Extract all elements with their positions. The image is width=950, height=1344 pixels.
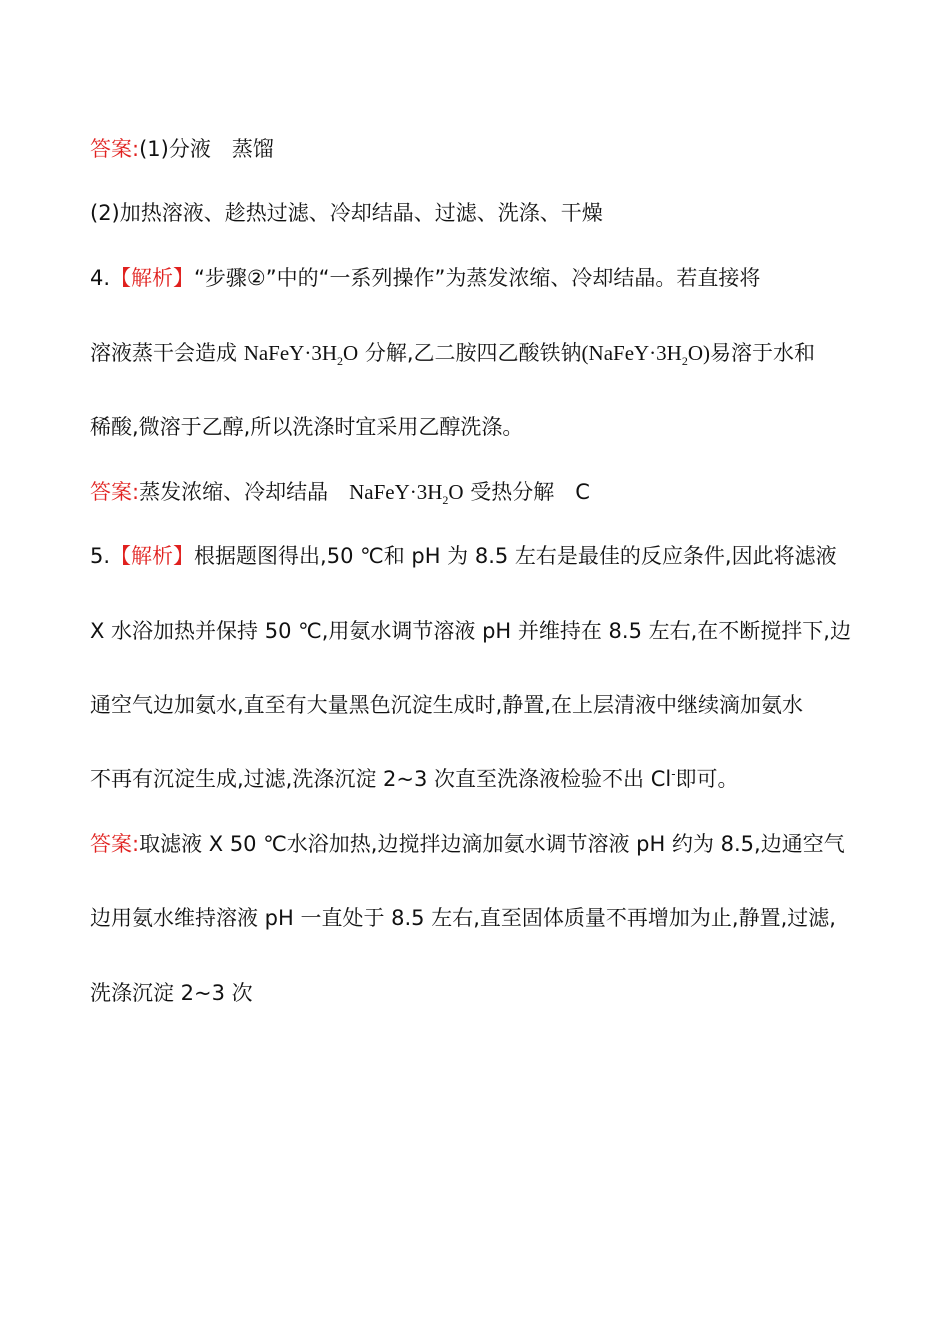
analysis-tag: 【解析】 bbox=[110, 544, 195, 568]
analysis-text: 稀酸,微溶于乙醇,所以洗涤时宜采用乙醇洗涤。 bbox=[90, 415, 524, 439]
q5-analysis-line-3 bbox=[90, 690, 865, 720]
analysis-text: 溶液蒸干会造成 bbox=[90, 341, 244, 365]
answer-line-q3-2 bbox=[90, 198, 865, 228]
analysis-text: 易溶于水和 bbox=[710, 341, 816, 365]
chem-formula: $(NaFeY\cdot 3H_2O)$ bbox=[581, 341, 711, 369]
answer-text: 蒸发浓缩、冷却结晶 bbox=[139, 480, 350, 504]
superscript: - bbox=[671, 767, 676, 781]
analysis-tag: 【解析】 bbox=[110, 266, 195, 290]
q5-analysis-line-2 bbox=[90, 616, 865, 646]
answer-label: 答案: bbox=[90, 480, 140, 504]
answer-text: (1)分液 蒸馏 bbox=[139, 137, 274, 161]
q5-answer-line-3 bbox=[90, 978, 865, 1008]
q4-analysis-line-3 bbox=[90, 412, 865, 442]
answer-text: 边用氨水维持溶液 pH 一直处于 8.5 左右,直至固体质量不再增加为止,静置,过滤, bbox=[90, 906, 836, 930]
answer-text: (2)加热溶液、趁热过滤、冷却结晶、过滤、洗涤、干燥 bbox=[90, 201, 603, 225]
question-number: 5. bbox=[90, 544, 111, 568]
q5-analysis-line-1 bbox=[90, 541, 865, 571]
q4-analysis-line-1 bbox=[90, 263, 865, 293]
answer-line-q3-1 bbox=[90, 134, 865, 164]
answer-label: 答案: bbox=[90, 137, 140, 161]
chem-formula: $NaFeY\cdot 3H_2O$ bbox=[243, 341, 359, 369]
q4-answer-line bbox=[90, 477, 865, 507]
answer-text: 受热分解 C bbox=[463, 480, 590, 504]
analysis-text: 分解,乙二胺四乙酸铁钠 bbox=[358, 341, 582, 365]
answer-text: 洗涤沉淀 2~3 次 bbox=[90, 981, 253, 1005]
analysis-text: 根据题图得出,50 ℃和 pH 为 8.5 左右是最佳的反应条件,因此将滤液 bbox=[194, 544, 837, 568]
q5-analysis-line-4 bbox=[90, 764, 865, 794]
q5-answer-line-2 bbox=[90, 903, 865, 933]
analysis-text: “步骤②”中的“一系列操作”为蒸发浓缩、冷却结晶。若直接将 bbox=[194, 266, 761, 290]
analysis-text: 即可。 bbox=[675, 767, 739, 791]
analysis-text: 通空气边加氨水,直至有大量黑色沉淀生成时,静置,在上层清液中继续滴加氨水 bbox=[90, 693, 804, 717]
chem-formula: $NaFeY\cdot 3H_2O$ bbox=[349, 480, 464, 508]
question-number: 4. bbox=[90, 266, 111, 290]
answer-label: 答案: bbox=[90, 832, 140, 856]
analysis-text: X 水浴加热并保持 50 ℃,用氨水调节溶液 pH 并维持在 8.5 左右,在不断搅拌下,边 bbox=[90, 619, 851, 643]
analysis-text: 不再有沉淀生成,过滤,洗涤沉淀 2~3 次直至洗涤液检验不出 Cl bbox=[90, 767, 672, 791]
answer-text: 取滤液 X 50 ℃水浴加热,边搅拌边滴加氨水调节溶液 pH 约为 8.5,边通空气 bbox=[139, 832, 845, 856]
q5-answer-line-1 bbox=[90, 829, 865, 859]
q4-analysis-line-2 bbox=[90, 338, 865, 368]
